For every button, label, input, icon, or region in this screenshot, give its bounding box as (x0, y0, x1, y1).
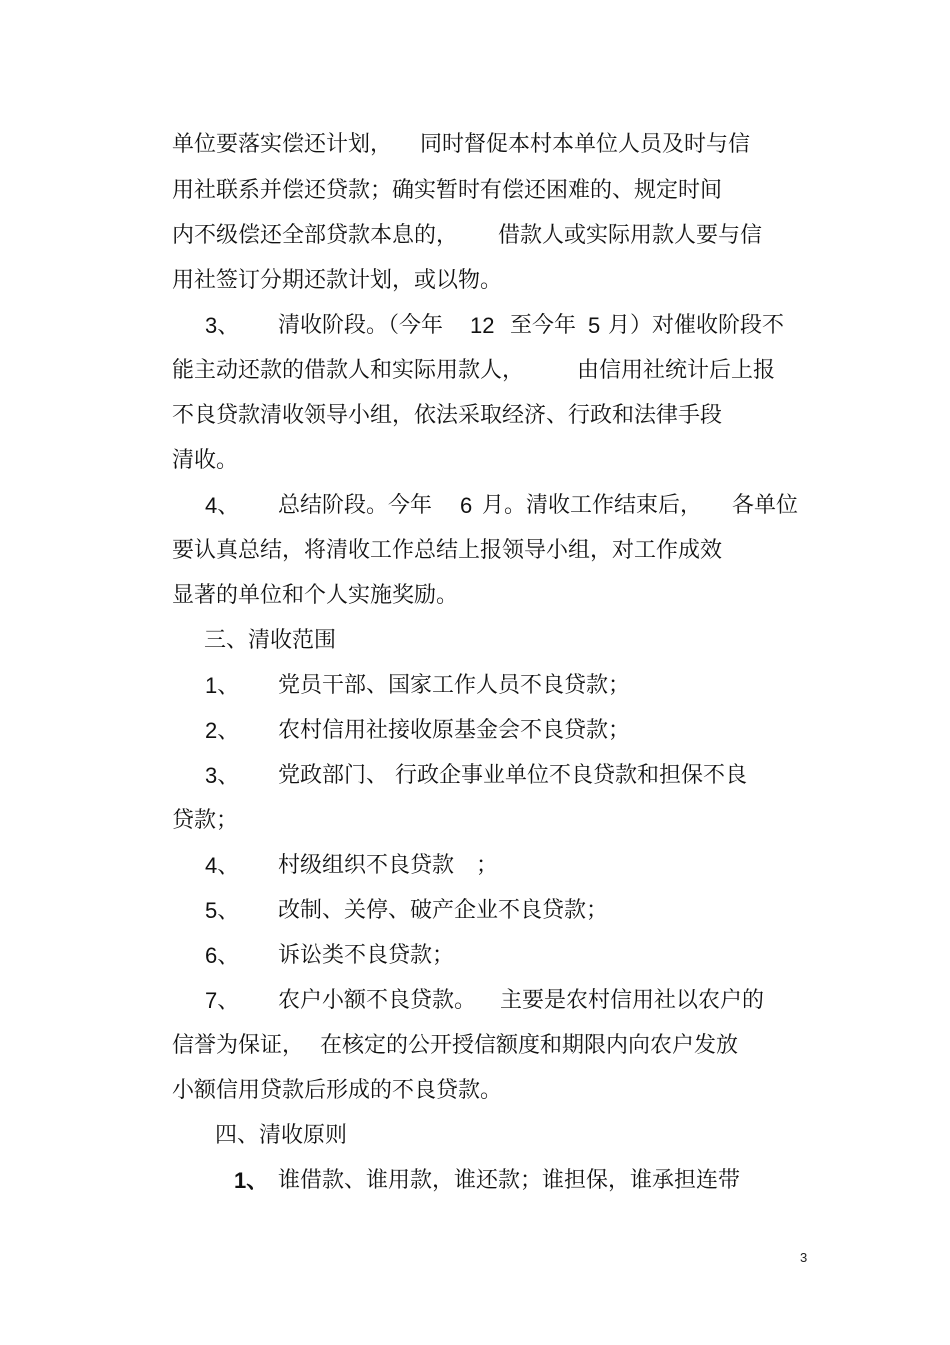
item-continuation: 小额信用贷款后形成的不良贷款。 (172, 1078, 503, 1103)
item-continuation: 在核定的公开授信额度和期限内向农户发放 (320, 1033, 739, 1058)
item-text: 党政部门、 行政企事业单位不良贷款和担保不良 (278, 763, 747, 788)
text-line (0, 130, 751, 160)
page-number: 3 (800, 1250, 808, 1265)
item-text: 诉讼类不良贷款； (278, 943, 455, 968)
heading-text: 四、清收原则 (215, 1123, 348, 1148)
text-segment: 月）对催收阶段不 (608, 313, 785, 338)
item-number: 5、 (205, 898, 240, 923)
list-item (0, 851, 499, 881)
text-segment: 内不级偿还全部贷款本息的， (172, 223, 459, 248)
text-segment: 至今年 (510, 313, 577, 338)
text-segment: 月。清收工作结束后， (482, 493, 703, 518)
item-continuation: 信誉为保证， (172, 1033, 305, 1058)
text-line (0, 491, 799, 521)
item-text: 谁借款、谁用款，谁还款；谁担保，谁承担连带 (278, 1168, 741, 1193)
text-segment: 能主动还款的借款人和实际用款人， (172, 358, 525, 383)
text-segment: 由信用社统计后上报 (577, 358, 776, 383)
item-text: 党员干部、国家工作人员不良贷款； (278, 673, 631, 698)
text-line (0, 536, 723, 566)
text-line (0, 806, 239, 836)
item-number: 4、 (205, 493, 240, 518)
item-text: 改制、关停、破产企业不良贷款； (278, 898, 609, 923)
text-line (0, 401, 723, 431)
item-tail: ； (476, 853, 499, 878)
text-segment: 6 (460, 493, 473, 518)
text-segment: 清收。 (172, 448, 239, 473)
text-line (0, 266, 503, 296)
text-segment: 5 (588, 313, 601, 338)
item-number: 2、 (205, 718, 240, 743)
text-line (0, 1031, 739, 1061)
text-line (0, 446, 239, 476)
section-heading (0, 1121, 348, 1151)
text-segment: 总结阶段。今年 (278, 493, 433, 518)
text-segment: 单位要落实偿还计划， (172, 132, 393, 157)
list-item (0, 986, 765, 1016)
item-number: 7、 (205, 988, 240, 1013)
text-segment: 借款人或实际用款人要与信 (498, 223, 763, 248)
item-continuation: 贷款； (172, 808, 239, 833)
item-text: 农村信用社接收原基金会不良贷款； (278, 718, 631, 743)
text-segment: 同时督促本村本单位人员及时与信 (420, 132, 751, 157)
text-segment: 12 (470, 313, 495, 338)
text-line (0, 356, 776, 386)
item-number: 6、 (205, 943, 240, 968)
item-number: 3、 (205, 313, 240, 338)
list-item (0, 761, 747, 791)
item-text: 村级组织不良贷款 (278, 853, 455, 878)
heading-text: 三、清收范围 (204, 628, 337, 653)
list-item (0, 941, 455, 971)
text-line (0, 581, 459, 611)
item-number: 4、 (205, 853, 240, 878)
text-segment: 用社签订分期还款计划，或以物。 (172, 268, 503, 293)
list-item (0, 716, 631, 746)
text-line (0, 221, 763, 251)
text-segment: 要认真总结，将清收工作总结上报领导小组，对工作成效 (172, 538, 723, 563)
list-item (0, 896, 609, 926)
item-number: 1、 (205, 673, 240, 698)
item-text: 农户小额不良贷款。 (278, 988, 477, 1013)
section-heading (0, 626, 337, 656)
text-segment: 清收阶段。（今年 (278, 313, 444, 338)
text-line (0, 1076, 503, 1106)
list-item (0, 671, 631, 701)
item-number: 1、 (234, 1168, 269, 1193)
text-line (0, 176, 723, 206)
text-segment: 用社联系并偿还贷款；确实暂时有偿还困难的、规定时间 (172, 178, 723, 203)
text-segment: 不良贷款清收领导小组，依法采取经济、行政和法律手段 (172, 403, 723, 428)
item-number: 3、 (205, 763, 240, 788)
text-segment: 各单位 (732, 493, 799, 518)
list-item (0, 1166, 741, 1196)
item-text: 主要是农村信用社以农户的 (500, 988, 765, 1013)
text-segment: 显著的单位和个人实施奖励。 (172, 583, 459, 608)
text-line (0, 311, 785, 341)
